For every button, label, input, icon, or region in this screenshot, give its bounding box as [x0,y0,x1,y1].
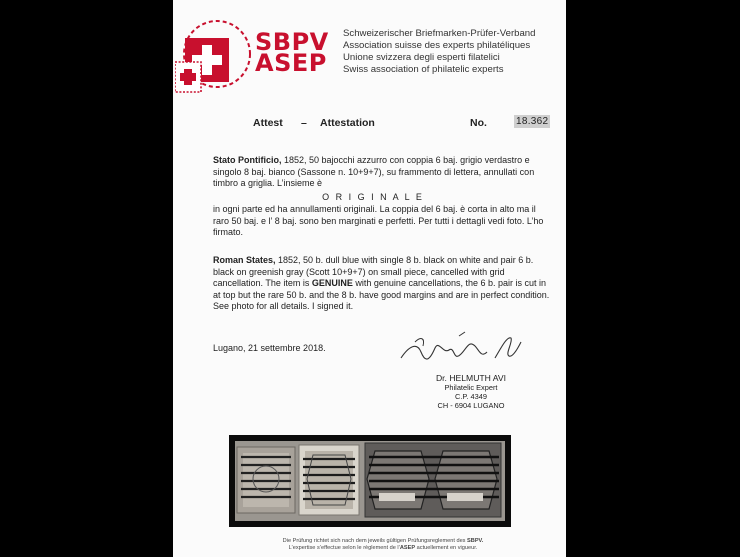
stamps-photo [229,435,511,527]
english-lead: Roman States, [213,255,276,265]
association-fr: Association suisse des experts philatéliques [343,40,531,51]
sbpv-logo-emblem [175,16,253,96]
italian-lead: Stato Pontificio, [213,155,282,165]
logo-wordmark [255,28,329,77]
association-names [343,28,535,76]
footer-fr-text: L’expertise s’effectue selon le règlement de l’ [288,545,400,551]
expert-title: Philatelic Expert [444,383,498,392]
footer-de-org: SBPV. [467,538,484,544]
expert-city: CH - 6904 LUGANO [437,401,505,410]
italian-text-1: 1852, 50 bajocchi azzurro con coppia 6 baj. grigio verdastro e singolo 8 baj. bianco (Sassone n. 10+9+7), su frammento di lettera, annullati con timbro a griglia. L’insieme è [213,155,535,188]
stamp-8-baj [299,445,359,515]
english-text-2: with genuine cancellations, the 6 b. pair is cut in at top but the rare 50 b. and the 8 b. have good margins and are in perfect condition. See photo for all details. I signed it. [213,278,550,311]
association-it: Unione svizzera degli esperti filatelici [343,52,500,63]
expert-signature-block [411,374,531,410]
italian-description [213,155,553,190]
genuine-label: GENUINE [311,278,353,288]
italian-text-2: in ogni parte ed ha annullamenti originali. La coppia del 6 baj. è corta in alto ma il raro 50 baj. e l’ 8 baj. sono ben marginati e perfetti. Per tutti i dettagli vedi foto. L’ho firmato. [213,204,544,237]
heading-attestation: Attestation [320,117,375,129]
association-en: Swiss association of philatelic experts [343,64,504,75]
footer-de-text: Die Prüfung richtet sich nach dem jeweils gültigen Prüfungsreglement des [282,538,468,544]
association-de: Schweizerischer Briefmarken-Prüfer-Verband [343,28,536,39]
stamp-50-baj [237,447,295,513]
english-description [213,255,553,313]
footer-line-de [213,538,553,545]
footer-regulation-note [213,538,553,552]
originale-label: O R I G I N A L E [322,192,424,202]
logo-line-asep: ASEP [255,49,327,77]
certificate-sheet [173,0,566,557]
footer-line-fr [213,545,553,552]
footer-fr-end: actuellement en vigueur. [415,545,478,551]
stamp-pair-6-baj [365,443,501,517]
handwritten-signature [395,328,545,370]
english-text-1: 1852, 50 b. dull blue with single 8 b. black on white and pair 6 b. black on greenish gray (Scott 10+9+7) on small piece, cancelled with grid cancellation. The item is [213,255,534,288]
logo-line-sbpv: SBPV [255,28,329,56]
expert-name: Dr. HELMUTH AVI [435,373,507,383]
footer-fr-org: ASEP [399,545,416,551]
certificate-number-label: No. [470,117,487,129]
heading-attest: Attest [253,117,283,129]
place-date: Lugano, 21 settembre 2018. [213,343,326,353]
heading-dash: – [301,117,307,129]
certificate-number: 18.362 [516,116,549,127]
expert-po-box: C.P. 4349 [455,392,487,401]
